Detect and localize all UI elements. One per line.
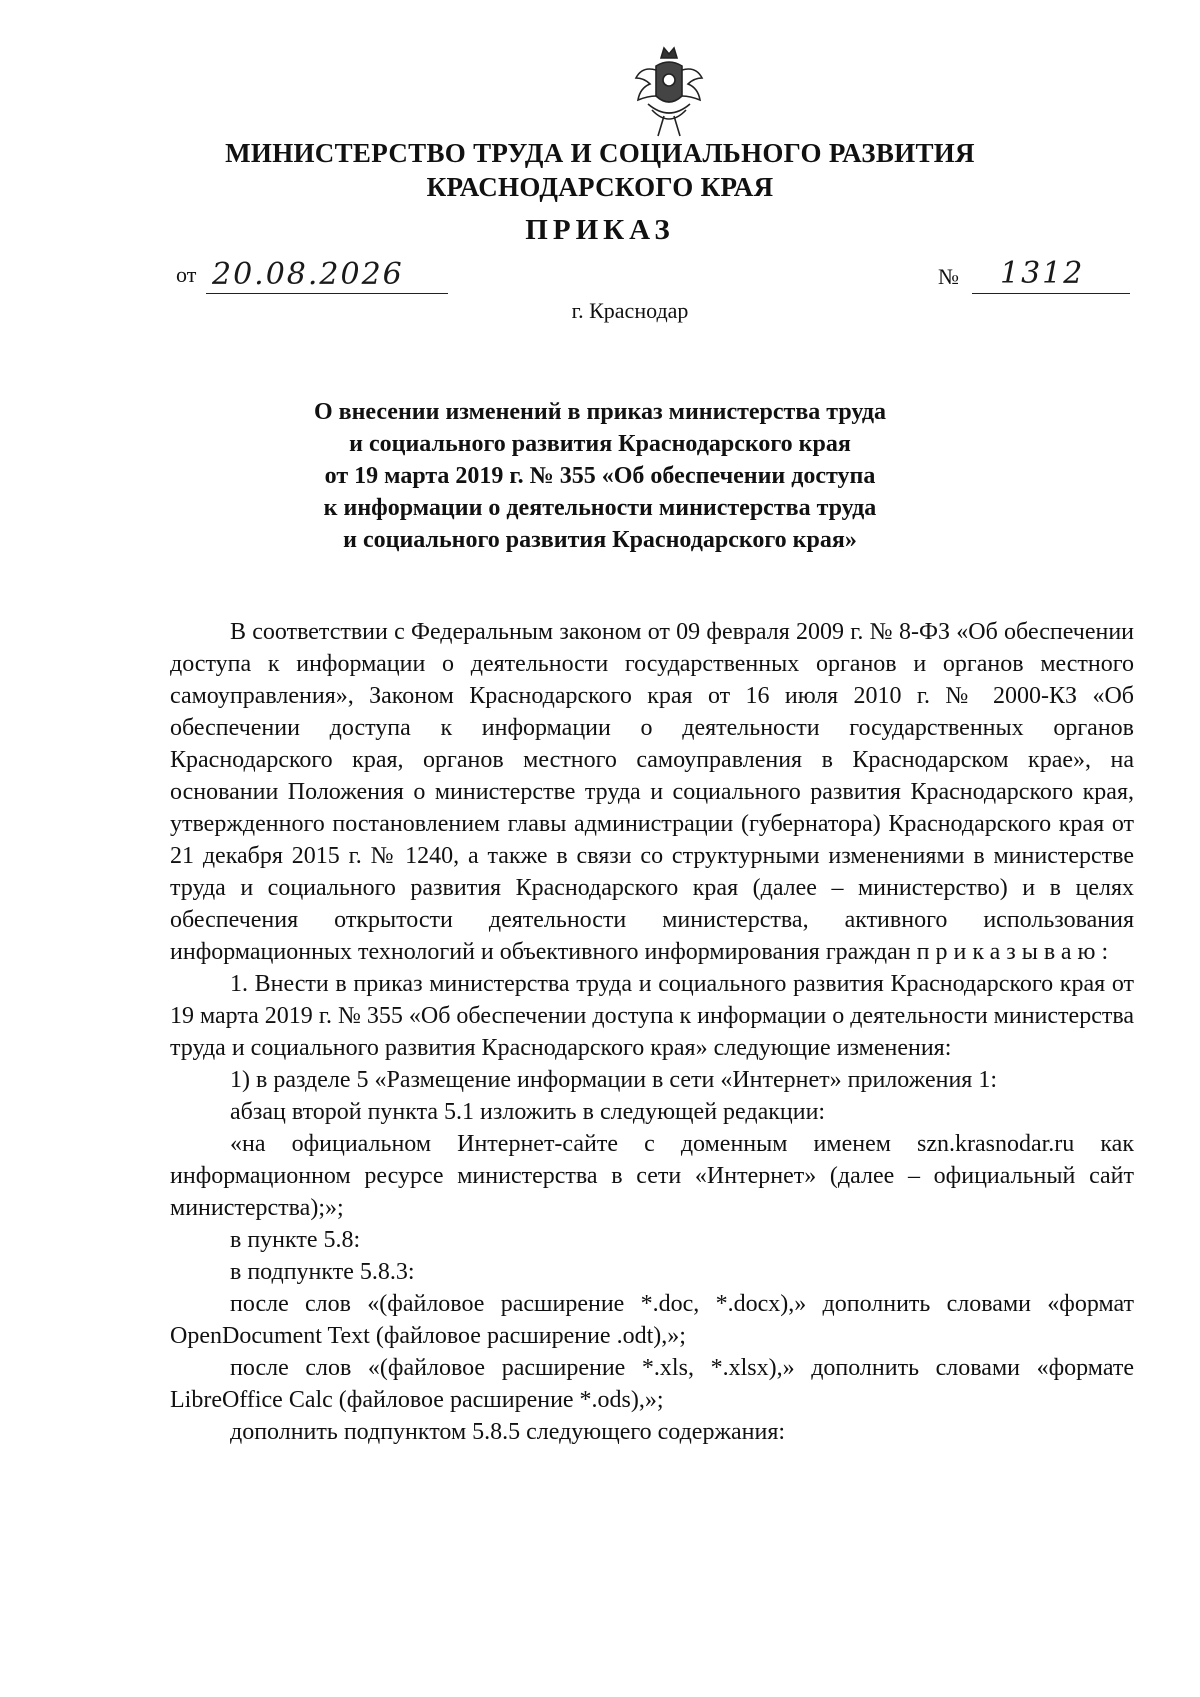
- document-type: ПРИКАЗ: [525, 214, 675, 246]
- paragraph-6: в подпункте 5.8.3:: [230, 1259, 415, 1285]
- paragraph-3: абзац второй пункта 5.1 изложить в следующей редакции:: [230, 1099, 826, 1125]
- paragraph-9: дополнить подпунктом 5.8.5 следующего содержания:: [230, 1419, 786, 1445]
- date-prefix: от: [176, 262, 197, 287]
- order-word: приказываю:: [916, 939, 1115, 965]
- number-prefix: №: [938, 264, 959, 289]
- number-underline: [972, 293, 1130, 294]
- ministry-name-line1: МИНИСТЕРСТВО ТРУДА И СОЦИАЛЬНОГО РАЗВИТИЯ: [225, 138, 975, 168]
- order-number: 1312: [1000, 256, 1085, 291]
- paragraph-5: в пункте 5.8:: [230, 1227, 361, 1253]
- title-line: О внесении изменений в приказ министерства труда: [313, 399, 887, 425]
- preamble-paragraph: [170, 616, 1134, 968]
- city: г. Краснодар: [571, 298, 689, 323]
- ministry-name-line2: КРАСНОДАРСКОГО КРАЯ: [426, 172, 774, 202]
- title-line: от 19 марта 2019 г. № 355 «Об обеспечении доступа: [324, 463, 876, 489]
- preamble-text: В соответствии с Федеральным законом от 09 февраля 2009 г. № 8-ФЗ «Об обеспечении доступа к информации о деятельности государственных органов и органов местного самоуправления», Законом Краснодарского края от 16 июля 2010 г. № 2000-КЗ «Об обеспечении доступа к информации о деятельности государственных органов Краснодарского края, органов местного самоуправления в Краснодарском крае», на основании Положения о министерстве труда и социального развития Краснодарского края, утвержденного постановлением главы администрации (губернатора) Краснодарского края от 21 декабря 2015 г. № 1240, а также в связи со структурными изменениями в министерстве труда и социального развития Краснодарского края (далее – министерство) и в целях обеспечения открытости деятельности министерства, активного использования информационных технологий и объективного информирования граждан: [170, 619, 1134, 965]
- coat-of-arms-icon: [628, 44, 710, 140]
- paragraph-2: 1) в разделе 5 «Размещение информации в сети «Интернет» приложения 1:: [230, 1067, 997, 1093]
- paragraph-1: 1. Внести в приказ министерства труда и социального развития Краснодарского края от 19 марта 2019 г. № 355 «Об обеспечении доступа к информации о деятельности министерства труда и социального развития Краснодарского края» следующие изменения:: [170, 971, 1134, 1061]
- order-date: 20.08.2026: [212, 257, 404, 292]
- order-body: [170, 616, 1134, 1448]
- paragraph-7: после слов «(файловое расширение *.doc, *.docx),» дополнить словами «формат OpenDocument Text (файловое расширение .odt),»;: [170, 1291, 1134, 1349]
- title-line: и социального развития Краснодарского края»: [343, 527, 857, 553]
- date-underline: [206, 293, 448, 294]
- order-title: [200, 396, 1000, 556]
- title-line: к информации о деятельности министерства труда: [323, 495, 877, 521]
- paragraph-4: «на официальном Интернет-сайте с доменным именем szn.krasnodar.ru как информационном ресурсе министерства в сети «Интернет» (далее – официальный сайт министерства);»;: [170, 1131, 1134, 1221]
- paragraph-8: после слов «(файловое расширение *.xls, *.xlsx),» дополнить словами «формате LibreOffice Calc (файловое расширение *.ods),»;: [170, 1355, 1134, 1413]
- title-line: и социального развития Краснодарского края: [349, 431, 851, 457]
